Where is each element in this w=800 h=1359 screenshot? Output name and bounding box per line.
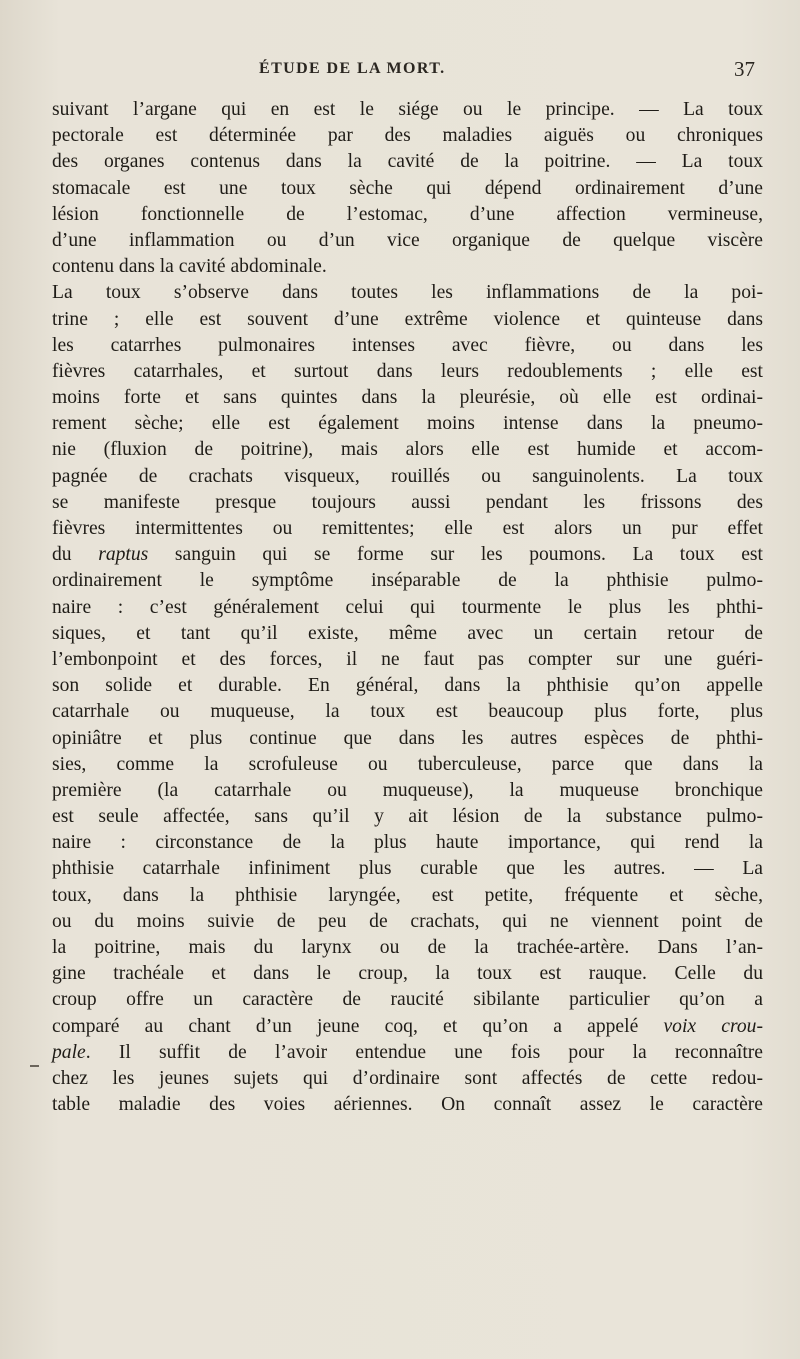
text-line: trine ; elle est souvent d’une extrême violence et quinteuse dans: [52, 308, 763, 330]
text-line: nie (fluxion de poitrine), mais alors elle est humide et accom-: [52, 439, 763, 461]
text-line: du raptus sanguin qui se forme sur les poumons. La toux est: [52, 544, 763, 566]
text-line: suivant l’argane qui en est le siége ou le principe. — La toux: [52, 99, 763, 120]
text-line: La toux s’observe dans toutes les inflammations de la poi-: [52, 282, 763, 304]
margin-mark: [30, 1065, 39, 1067]
text-line: ordinairement le symptôme inséparable de la phthisie pulmo-: [52, 570, 763, 592]
text-line: pagnée de crachats visqueux, rouillés ou sanguinolents. La toux: [52, 465, 763, 487]
text-line: est seule affectée, sans qu’il y ait lésion de la substance pulmo-: [52, 806, 763, 828]
page-number: 37: [734, 57, 755, 81]
body-text: [52, 97, 763, 1118]
text-line: gine trachéale et dans le croup, la toux est rauque. Celle du: [52, 963, 763, 985]
text-line: se manifeste presque toujours aussi pendant les frissons des: [52, 491, 763, 513]
text-line: naire : c’est généralement celui qui tourmente le plus les phthi-: [52, 596, 763, 618]
text-line: chez les jeunes sujets qui d’ordinaire sont affectés de cette redou-: [52, 1067, 763, 1089]
text-line: son solide et durable. En général, dans la phthisie qu’on appelle: [52, 675, 763, 697]
text-line: des organes contenus dans la cavité de la poitrine. — La toux: [52, 151, 763, 173]
text-line: comparé au chant d’un jeune coq, et qu’on a appelé voix crou-: [52, 1015, 764, 1037]
text-line: table maladie des voies aériennes. On connaît assez le caractère: [52, 1094, 763, 1116]
text-line: lésion fonctionnelle de l’estomac, d’une affection vermineuse,: [52, 203, 763, 225]
text-line: rement sèche; elle est également moins intense dans la pneumo-: [52, 413, 763, 435]
text-line: pectorale est déterminée par des maladies aiguës ou chroniques: [52, 125, 763, 147]
text-line: les catarrhes pulmonaires intenses avec fièvre, ou dans les: [52, 334, 763, 356]
text-line: moins forte et sans quintes dans la pleurésie, où elle est ordinai-: [52, 387, 763, 409]
italic-text: pale: [52, 1041, 86, 1063]
text-line: stomacale est une toux sèche qui dépend ordinairement d’une: [52, 177, 763, 199]
text-line: fièvres intermittentes ou remittentes; elle est alors un pur effet: [52, 518, 763, 539]
text-line: siques, et tant qu’il existe, même avec un certain retour de: [52, 622, 763, 644]
text-line: ou du moins suivie de peu de crachats, qui ne viennent point de: [52, 910, 763, 932]
text-line: d’une inflammation ou d’un vice organique de quelque viscère: [52, 229, 763, 251]
text-line: pale. Il suffit de l’avoir entendue une fois pour la reconnaître: [52, 1041, 763, 1063]
text-line: fièvres catarrhales, et surtout dans leurs redoublements ; elle est: [52, 360, 763, 382]
text-line: naire : circonstance de la plus haute importance, qui rend la: [52, 832, 763, 854]
text-line: la poitrine, mais du larynx ou de la trachée-artère. Dans l’an-: [52, 937, 763, 958]
text-line: phthisie catarrhale infiniment plus curable que les autres. — La: [52, 858, 763, 880]
running-title: ÉTUDE DE LA MORT.: [259, 60, 446, 77]
text-line: l’embonpoint et des forces, il ne faut pas compter sur une guéri-: [52, 648, 763, 670]
text-line: toux, dans la phthisie laryngée, est petite, fréquente et sèche,: [52, 884, 763, 906]
italic-text: raptus: [98, 544, 149, 566]
running-head: [0, 57, 800, 84]
text-line: première (la catarrhale ou muqueuse), la muqueuse bronchique: [52, 779, 763, 801]
text-line: opiniâtre et plus continue que dans les autres espèces de phthi-: [52, 727, 763, 749]
text-line: contenu dans la cavité abdominale.: [52, 256, 327, 278]
text-line: catarrhale ou muqueuse, la toux est beaucoup plus forte, plus: [52, 701, 763, 723]
italic-text: voix crou-: [663, 1015, 764, 1037]
text-line: croup offre un caractère de raucité sibilante particulier qu’on a: [52, 989, 763, 1011]
text-line: sies, comme la scrofuleuse ou tuberculeuse, parce que dans la: [52, 753, 763, 775]
